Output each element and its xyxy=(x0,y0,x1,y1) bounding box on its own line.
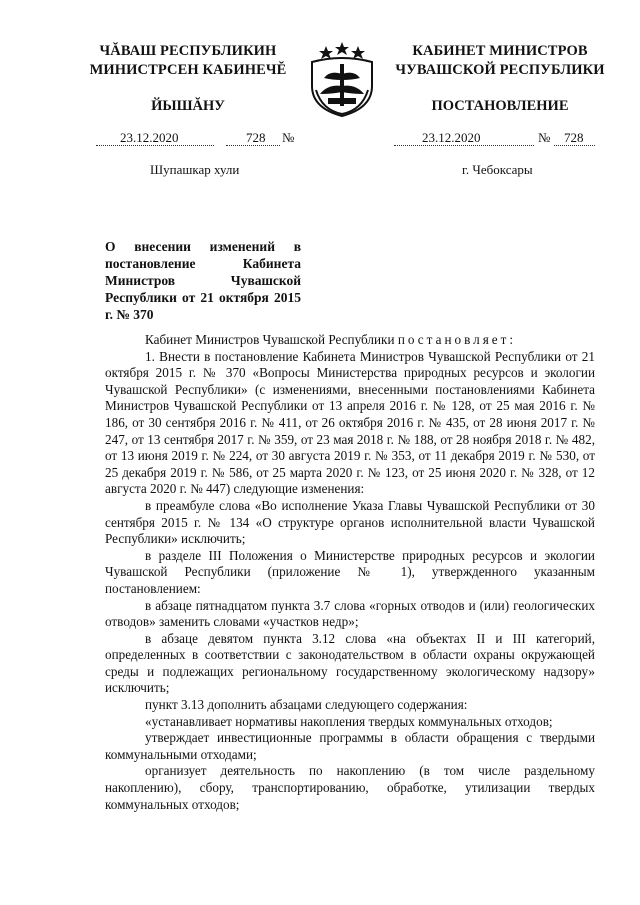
number-sign-russian: № xyxy=(538,130,551,145)
doc-type-russian: ПОСТАНОВЛЕНИЕ xyxy=(431,98,569,114)
body-paragraph-1: 1. Внести в постановление Кабинета Министров Чувашской Республики от 21 октября 2015 г. № 370 «Вопросы Министерства природных ресурсов и экологии Чувашской Республики» (с изменениями, внесенными постановлениями Кабинета Министров Чувашской Республики от 13 апреля 2016 г. № 128, от 25 мая 2016 г. № 186, от 30 сентября 2016 г. № 411, от 26 октября 2016 г. № 435, от 28 июня 2017 г. № 247, от 13 сентября 2017 г. № 359, от 23 мая 2018 г. № 188, от 28 ноября 2018 г. № 482, от 13 июня 2019 г. № 224, от 30 августа 2019 г. № 353, от 11 декабря 2019 г. № 530, от 25 декабря 2019 г. № 586, от 25 марта 2020 г. № 123, от 25 июня 2020 г. № 328, от 12 августа 2020 г. № 447) следующие изменения: xyxy=(105,348,595,497)
body-paragraph-2: в преамбуле слова «Во исполнение Указа Главы Чувашской Республики от 30 сентября 2015 г. № 134 «О структуре органов исполнительной власти Чувашской Республики» исключить; xyxy=(105,497,595,547)
number-chuvash: 728 xyxy=(246,130,266,145)
number-sign-chuvash: № xyxy=(282,130,295,145)
date-chuvash: 23.12.2020 xyxy=(120,130,179,145)
body-paragraph-6: пункт 3.13 дополнить абзацами следующего содержания: xyxy=(145,697,468,713)
intro-paragraph xyxy=(105,332,595,349)
place-russian: г. Чебоксары xyxy=(462,162,533,177)
date-number-line-chuvash xyxy=(96,130,308,146)
org-name-russian-line1: КАБИНЕТ МИНИСТРОВ xyxy=(412,43,588,59)
org-name-chuvash-line1: ЧĂВАШ РЕСПУБЛИКИН xyxy=(99,43,277,59)
date-russian: 23.12.2020 xyxy=(422,130,481,145)
header-right-russian xyxy=(370,42,630,115)
org-name-russian-line2: ЧУВАШСКОЙ РЕСПУБЛИКИ xyxy=(395,62,605,78)
intro-prefix: Кабинет Министров Чувашской Республики xyxy=(145,332,398,347)
body-paragraph-5: в абзаце девятом пункта 3.12 слова «на объектах II и III категорий, определенных в соответствии с законодательством в области охраны окружающей среды и подлежащих региональному государственному экологическому надзору» исключить; xyxy=(105,630,595,696)
document-body xyxy=(105,332,595,813)
body-paragraph-9: организует деятельность по накоплению (в том числе раздельному накоплению), сбору, транспортированию, обработке, утилизации твердых коммунальных отходов; xyxy=(105,763,595,812)
body-paragraph-8: утверждает инвестиционные программы в области обращения с твердыми коммунальными отходами; xyxy=(105,730,595,762)
intro-decree-word: постановляет: xyxy=(397,332,517,347)
header-left-chuvash xyxy=(78,42,298,115)
place-chuvash: Шупашкар хули xyxy=(150,162,240,177)
document-title: О внесении изменений в постановление Кабинета Министров Чувашской Республики от 21 октября 2015 г. № 370 xyxy=(105,239,301,322)
body-paragraph-3: в разделе III Положения о Министерстве природных ресурсов и экологии Чувашской Республики (приложение № 1), утвержденного указанным постановлением: xyxy=(105,547,595,596)
org-name-chuvash-line2: МИНИСТРСЕН КАБИНЕЧĔ xyxy=(89,62,287,78)
date-number-line-russian xyxy=(394,130,595,146)
number-russian: 728 xyxy=(564,130,584,145)
body-paragraph-7: «устанавливает нормативы накопления твердых коммунальных отходов; xyxy=(145,713,553,729)
body-paragraph-4: в абзаце пятнадцатом пункта 3.7 слова «горных отводов и (или) геологических отводов» заменить словами «участков недр»; xyxy=(105,597,595,630)
doc-type-chuvash: ЙЫШĂНУ xyxy=(151,98,225,114)
